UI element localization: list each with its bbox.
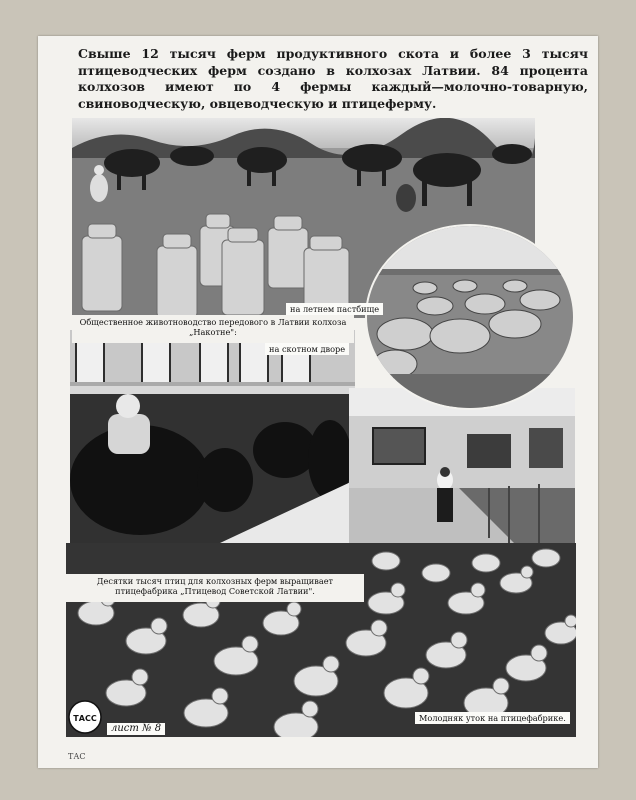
footer-mark: ТАС [68,752,86,761]
barn-photo [70,330,355,543]
ducklings-caption: Молодняк уток на птицефабрике. [415,712,570,724]
main-caption: Общественное животноводство передового в Латвии колхоза „Накотне": [72,315,354,343]
poultry-farm-photo [349,388,575,558]
sheet-number: лист № 8 [107,723,165,735]
summer-pasture-caption: на летнем пастбище [286,303,383,315]
barn-caption: на скотном дворе [265,343,349,355]
tass-logo [68,700,102,734]
svg-text:ТАСС: ТАСС [73,714,97,723]
ducklings-photo [66,543,576,737]
poultry-factory-caption: Десятки тысяч птиц для колхозных ферм выращивает птицефабрика „Птицевод Советской Латвии". [66,574,364,602]
intro-paragraph: Свыше 12 тысяч ферм продуктивного скота и более 3 тысяч птицеводческих ферм создано в колхозах Латвии. 84 процента колхозов имеют по 4 фермы каждый—молочно-товарную, свиноводческую, овцеводческую и птицеферму. [78,46,588,111]
sheep-inset-photo [365,224,575,410]
